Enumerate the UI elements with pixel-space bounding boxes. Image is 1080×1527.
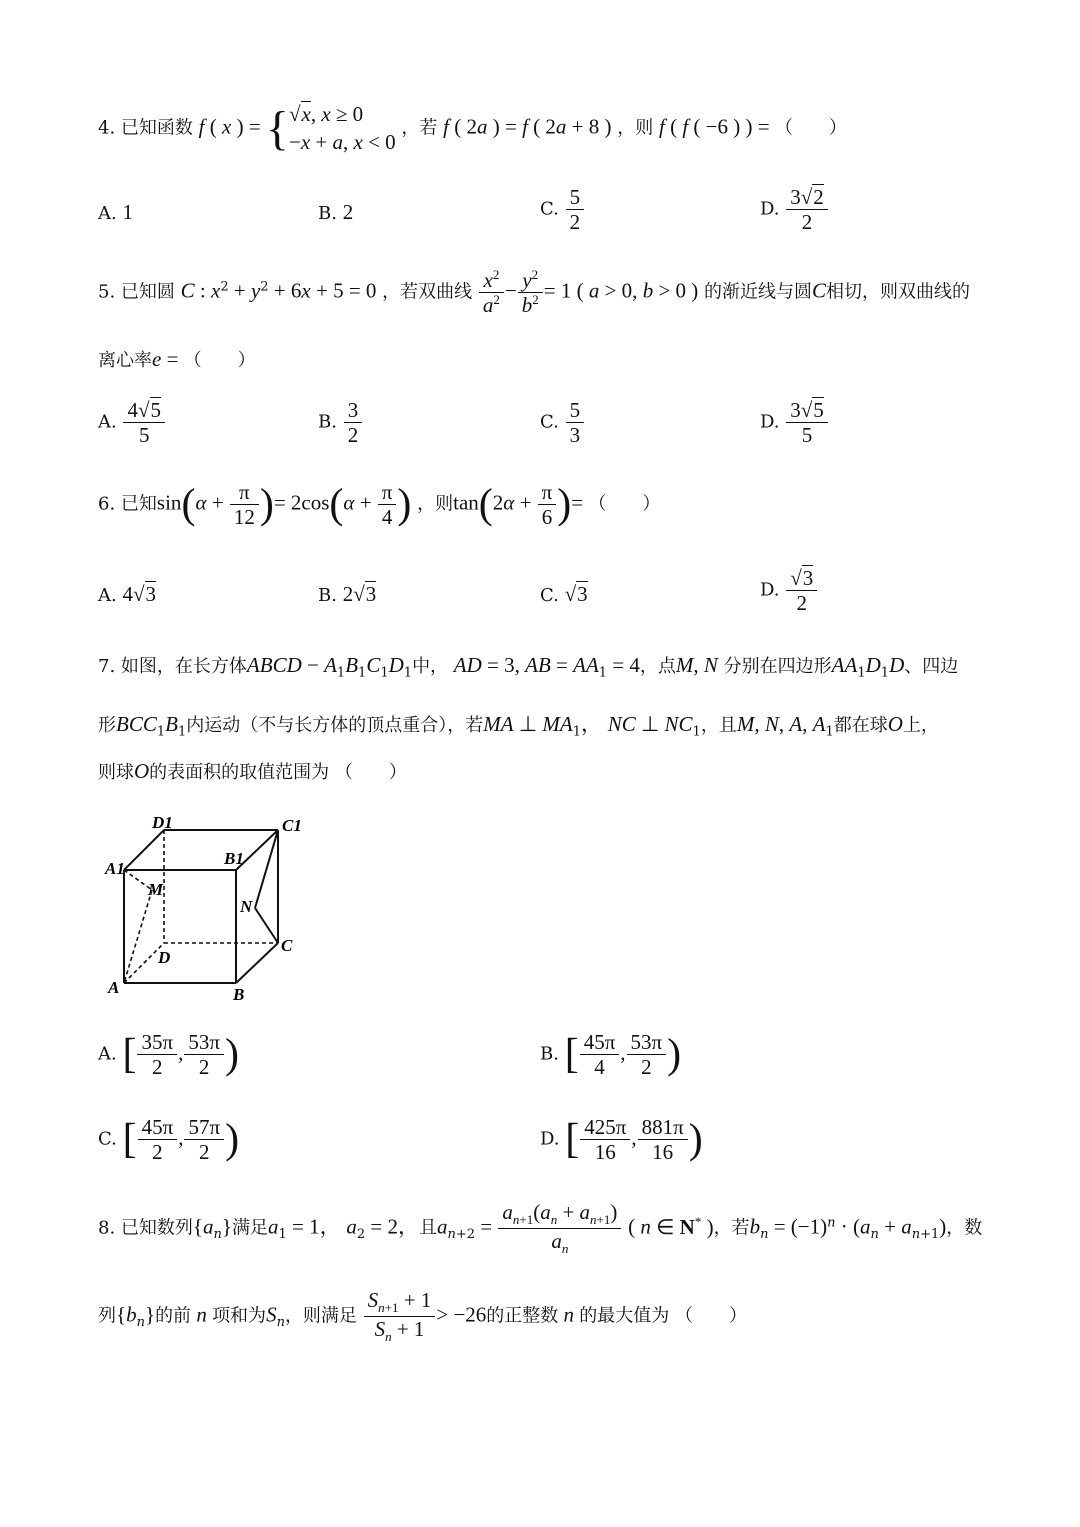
q4-paren: （ ） (774, 117, 847, 139)
q5-option-d: D. $\frac{3√5}{5}$ (760, 398, 829, 447)
q4-piecewise: √x, x ≥ 0 −x + a, x < 0 (288, 102, 396, 155)
q5-option-a: A. $\frac{4√5}{5}$ (98, 398, 166, 447)
q6-option-d: D. $\frac{√3}{2}$ (760, 566, 818, 615)
label-c: C (281, 936, 293, 955)
q7-option-b: B. [ $\frac{45\pi}{4}$ , $\frac{53\pi}{2}$ ) (540, 1030, 682, 1080)
q4-then: ，则 (617, 117, 654, 139)
label-a: A (108, 978, 120, 997)
label-a1: A1 (105, 859, 125, 878)
label-n: N (240, 897, 253, 916)
label-c1: C1 (282, 816, 302, 835)
question-7: 7. 如图，在长方体ABCD − $A_1B_1C_1D_1$中， AD = 3, AB = $AA_1 = 4$，点M, N 分别在四边形$AA_1D_1D$、四边 (98, 653, 959, 681)
question-7-line2: 形$BCC_1B_1$内运动（不与长方体的顶点重合），若MA ⊥ $MA_1$， NC ⊥ $NC_1$，且M, N, A, $A_1$都在球O上， (98, 712, 939, 740)
q7-option-d: D. [ $\frac{425\pi}{16}$ , $\frac{881\pi}{16}$ ) (540, 1115, 703, 1165)
label-m: M (148, 880, 164, 899)
q6-option-b: B. 2√3 (318, 582, 377, 606)
q5-option-b: B. $\frac{3}{2}$ (318, 398, 363, 447)
question-8: 8. 已知数列$\{a_n\}$满足$a_1 = 1$， $a_2 = 2$，且$a_{n+2}$ = $\frac{a_{n+1}(a_n + a_{n+1})}{a_n}$ ( n ∈ N* )，若$b_n = (-1)^n \cdot (a_n + a_{n+1})$，数 (98, 1200, 983, 1257)
q6-option-c: C. √3 (540, 582, 588, 606)
q7-option-c: C. [ $\frac{45\pi}{2}$ , $\frac{57\pi}{2}$ ) (98, 1115, 240, 1165)
q4-option-d: D. $\frac{3√2}{2}$ (760, 185, 829, 234)
cuboid-figure (100, 808, 310, 1008)
q7-option-a: A. [ $\frac{35\pi}{2}$ , $\frac{53\pi}{2}$ ) (98, 1030, 239, 1080)
q4-option-b: B. 2 (318, 200, 354, 224)
question-5-line2: 离心率e = （ ） (98, 347, 256, 371)
q4-option-a: A. 1 (98, 200, 133, 224)
question-6: 6. 已知sin(α + $\frac{\pi}{12}$ )= 2cos(α + $\frac{\pi}{4}$ ) ，则tan(2α + $\frac{\pi}{6}$ )= （ ） (98, 480, 661, 530)
q4-lead: 已知函数 (120, 117, 193, 139)
q4-mid: ，若 (401, 117, 438, 139)
q6-option-a: A. 4√3 (98, 582, 156, 606)
question-4: 4. 已知函数 f ( x ) = { √x, x ≥ 0 −x + a, x < 0 ，若 f ( 2a ) = f ( 2a + 8 ) ，则 f ( f ( −6 ) ) = （ ） (98, 101, 847, 155)
label-b: B (233, 985, 245, 1004)
question-7-line3: 则球O的表面积的取值范围为 （ ） (98, 759, 407, 783)
label-d: D (158, 948, 171, 967)
label-d1: D1 (152, 813, 173, 832)
q4-option-c: C. $\frac{5}{2}$ (540, 185, 585, 234)
label-b1: B1 (224, 849, 244, 868)
q5-option-c: C. $\frac{5}{3}$ (540, 398, 585, 447)
q4-number: 4. (98, 117, 116, 139)
question-5: 5. 已知圆 C : $x^2 + y^2 + 6x + 5 = 0$ ，若双曲线 $\frac{x^2}{a^2}$ − $\frac{y^2}{b^2}$ = 1 ( a > 0, b > 0 ) 的渐近线与圆C相切，则双曲线的 (98, 267, 971, 318)
question-8-line2: 列$\{b_n\}$的前 n 项和为$S_n$，则满足 $\frac{S_{n+1} + 1}{S_n + 1}$ > −26的正整数 n 的最大值为 （ ） (98, 1288, 748, 1345)
